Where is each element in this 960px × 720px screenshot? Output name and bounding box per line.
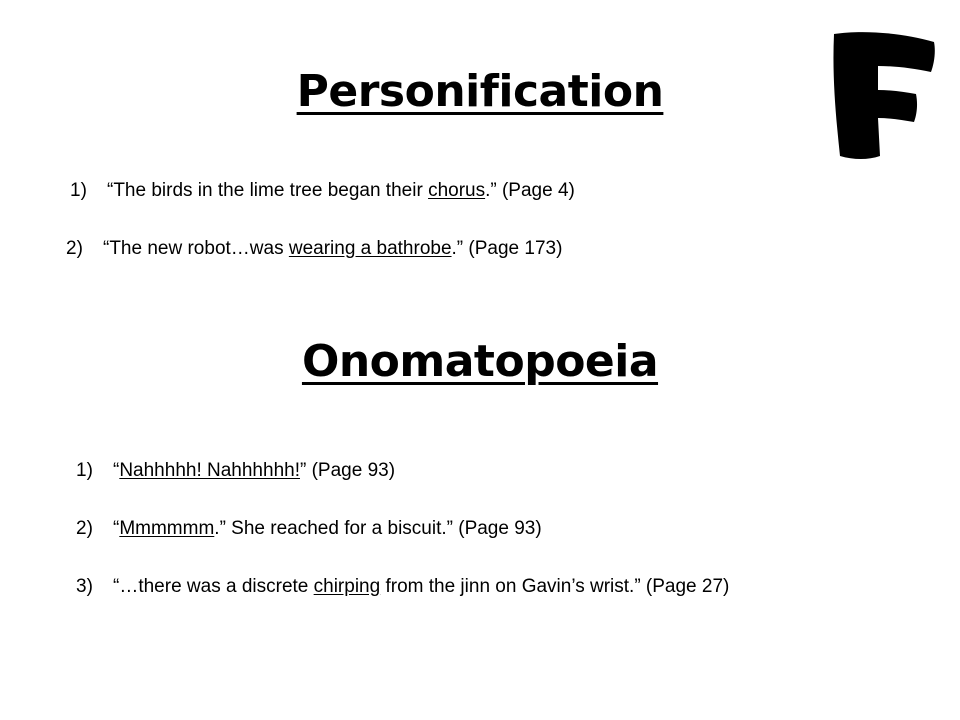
personification-item-1: 1) “The birds in the lime tree began their chorus.” (Page 4) xyxy=(70,180,575,201)
onomatopoeia-item-1: 1) “Nahhhhh! Nahhhhhh!” (Page 93) xyxy=(76,460,396,481)
personification-item-2: 2) “The new robot…was wearing a bathrobe.” (Page 173) xyxy=(66,238,563,259)
onomatopoeia-item-3: 3) “…there was a discrete chirping from the jinn on Gavin’s wrist.” (Page 27) xyxy=(76,576,730,597)
letter-f-badge-icon xyxy=(830,28,938,164)
personification-heading: Personification xyxy=(296,66,664,117)
onomatopoeia-heading: Onomatopoeia xyxy=(301,336,659,387)
onomatopoeia-item-2: 2) “Mmmmmm.” She reached for a biscuit.” (Page 93) xyxy=(76,518,542,539)
